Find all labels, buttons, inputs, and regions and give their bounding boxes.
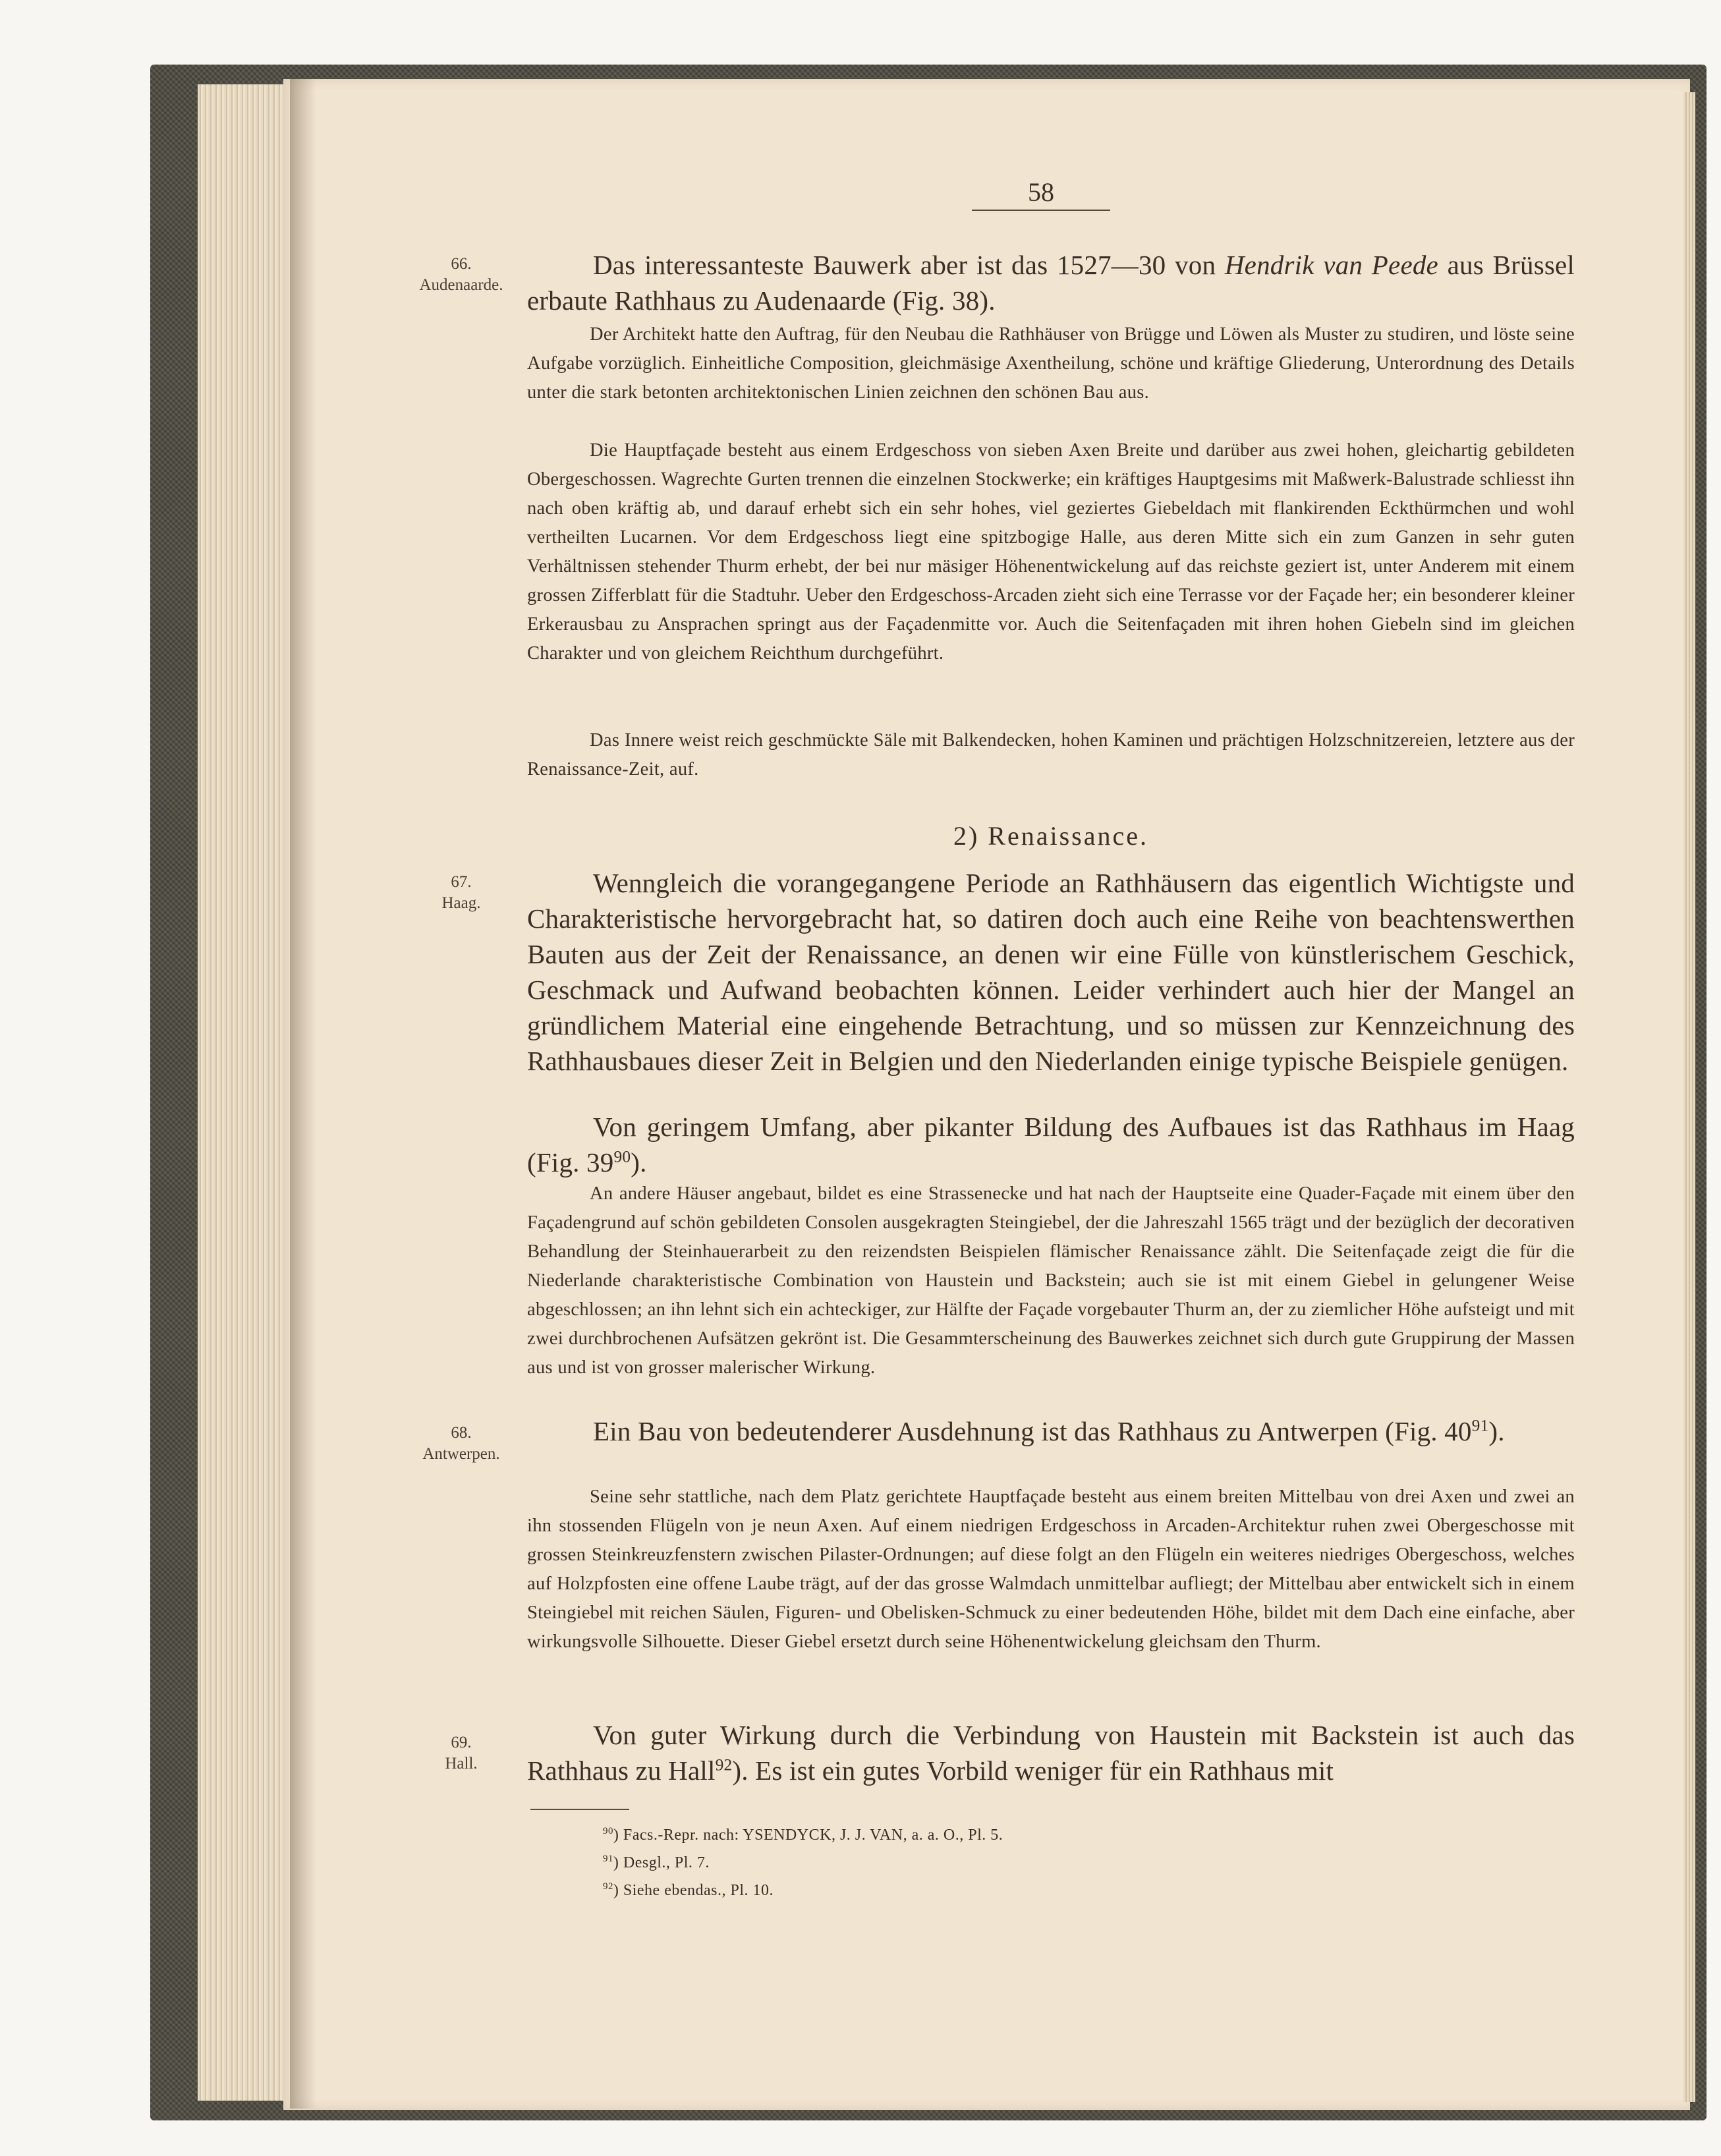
margin-note-68: [395, 1423, 527, 1465]
section-heading: 2) Renaissance.: [953, 821, 1148, 851]
footnote-91: [603, 1851, 710, 1875]
footnote-ref: 92: [715, 1755, 733, 1774]
margin-note-title: Audenaarde.: [419, 276, 503, 294]
margin-note-number: 66.: [451, 255, 472, 273]
page-edges-right: [1683, 92, 1695, 2102]
margin-note-title: Haag.: [441, 894, 481, 912]
footnote-number: 91: [603, 1854, 613, 1864]
footnote-ref: 91: [1471, 1416, 1489, 1435]
footnote-rule: [530, 1809, 629, 1810]
lead-text-end: ).: [1488, 1416, 1505, 1446]
page-edges-left: [198, 84, 296, 2101]
footnote-number: 92: [603, 1881, 613, 1892]
margin-note-69: [395, 1732, 527, 1774]
footnote-90: [603, 1823, 1003, 1847]
architect-name: Hendrik van Peede: [1224, 250, 1438, 280]
section-67-lead-2: [527, 1109, 1575, 1180]
lead-text: Ein Bau von bedeutenderer Ausdehnung ist das Rathhaus zu Antwerpen (Fig. 40: [593, 1416, 1472, 1446]
section-67-lead: Wenngleich die vorangegangene Periode an Rathhäusern das eigentlich Wichtigste und Charakteristische hervorgebracht hat, so datiren doch auch eine Reihe von beachtenswerthen Bauten aus der Zeit der Renaissance, an denen wir eine Fülle von künstlerischem Geschick, Geschmack und Aufwand beobachten können. Leider verhindert auch hier der Mangel an gründlichem Material eine eingehende Betrachtung, und so müssen zur Kennzeichnung des Rathhausbaues dieser Zeit in Belgien und den Niederlanden einige typische Beispiele genügen.: [527, 868, 1575, 1076]
margin-note-67: [395, 872, 527, 914]
margin-note-number: 69.: [451, 1734, 472, 1751]
lead-text-end: ). Es ist ein gutes Vorbild weniger für ein Rathhaus mit: [732, 1755, 1334, 1786]
lead-text: Von geringem Umfang, aber pikanter Bildung des Aufbaues ist das Rathhaus im Haag (Fig. 39: [527, 1112, 1575, 1177]
margin-note-title: Antwerpen.: [422, 1445, 500, 1463]
section-69-lead: [527, 1717, 1575, 1788]
footnote-text: ) Desgl., Pl. 7.: [613, 1854, 710, 1871]
footnote-ref: 90: [613, 1147, 631, 1166]
page-number: 58: [1028, 177, 1054, 207]
margin-note-66: [395, 254, 527, 296]
margin-note-number: 67.: [451, 873, 472, 891]
section-66-para-1: Der Architekt hatte den Auftrag, für den Neubau die Rathhäuser von Brügge und Löwen als Muster zu studiren, und löste seine Aufgabe vorzüglich. Einheitliche Composition, gleichmäsige Axentheilung, schöne und kräftige Gliederung, Unterordnung des Details unter die stark betonten architektonischen Linien zeichnen den schönen Bau aus.: [527, 324, 1575, 403]
footnote-text: ) Siehe ebendas., Pl. 10.: [613, 1882, 774, 1899]
lead-text-end: ).: [631, 1147, 647, 1177]
footnote-number: 90: [603, 1826, 613, 1836]
footnote-92: [603, 1879, 774, 1902]
footnote-text: ) Facs.-Repr. nach: YSENDYCK, J. J. VAN, a. a. O., Pl. 5.: [613, 1827, 1003, 1844]
lead-text: Das interessanteste Bauwerk aber ist das 1527—30 von: [593, 250, 1216, 280]
section-66-para-2: Die Hauptfaçade besteht aus einem Erdgeschoss von sieben Axen Breite und darüber aus zwei hohen, gleichartig gebildeten Obergeschossen. Wagrechte Gurten trennen die einzelnen Stockwerke; ein kräftiges Hauptgesims mit Maßwerk-Balustrade schliesst ihn nach oben kräftig ab, und darauf erhebt sich ein sehr hohes, viel geziertes Giebeldach mit flankirenden Eckthürmchen und wohl vertheilten Lucarnen. Vor dem Erdgeschoss liegt eine spitzbogige Halle, aus deren Mitte sich ein zum Ganzen in sehr guten Verhältnissen stehender Thurm erhebt, der bei nur mäsiger Höhenentwickelung auf das reichste geziert ist, unter Anderem mit einem grossen Zifferblatt für die Stadtuhr. Ueber den Erdgeschoss-Arcaden zieht sich eine Terrasse vor der Façade her; ein besonderer kleiner Erkerausbau zu Ansprachen springt aus der Façadenmitte vor. Auch die Seitenfaçaden mit ihren hohen Giebeln sind im gleichen Charakter und von gleichem Reichthum durchgeführt.: [527, 440, 1575, 664]
lead-text-end: aus Brüssel erbaute Rathhaus zu Audenaarde (Fig. 38).: [527, 250, 1575, 316]
section-68-lead: [527, 1413, 1575, 1449]
margin-note-number: 68.: [451, 1424, 472, 1442]
section-67-para-1: An andere Häuser angebaut, bildet es eine Strassenecke und hat nach der Hauptseite eine Quader-Façade mit einem über den Façadengrund auf schön gebildeten Consolen ausgekragten Steingiebel, der die Jahreszahl 1565 trägt und der bezüglich der decorativen Behandlung der Steinhauerarbeit zu den reizendsten Beispielen flämischer Renaissance zählt. Die Seitenfaçade zeigt die für die Niederlande charakteristische Combination von Haustein und Backstein; auch sie ist mit einem Giebel in gelungener Weise abgeschlossen; an ihn lehnt sich ein achteckiger, zur Hälfte der Façade vorgebauter Thurm an, der zu ziemlicher Höhe aufsteigt und mit zwei durchbrochenen Aufsätzen gekrönt ist. Die Gesammterscheinung des Bauwerkes zeichnet sich durch gute Gruppirung der Massen aus und ist von grosser malerischer Wirkung.: [527, 1183, 1575, 1378]
section-66-para-3: Das Innere weist reich geschmückte Säle mit Balkendecken, hohen Kaminen und prächtigen Holzschnitzereien, letztere aus der Renaissance-Zeit, auf.: [527, 730, 1575, 780]
section-66-lead: [527, 247, 1575, 318]
lead-text: Von guter Wirkung durch die Verbindung von Haustein mit Backstein ist auch das Rathhaus zu Hall: [527, 1720, 1575, 1786]
page-number-rule: [972, 210, 1110, 211]
margin-note-title: Hall.: [445, 1755, 478, 1773]
spine-shadow: [290, 79, 316, 2109]
section-68-para-1: Seine sehr stattliche, nach dem Platz gerichtete Hauptfaçade besteht aus einem breiten Mittelbau von drei Axen und zwei an ihn stossenden Flügeln von je neun Axen. Auf einem niedrigen Erdgeschoss in Arcaden-Architektur ruhen zwei Obergeschosse mit grossen Steinkreuzfenstern zwischen Pilaster-Ordnungen; auf diese folgt an den Flügeln ein weiteres niedriges Obergeschoss, welches auf Holzpfosten eine offene Laube trägt, auf der das grosse Walmdach unmittelbar aufliegt; der Mittelbau aber entwickelt sich in einem Steingiebel mit reichen Säulen, Figuren- und Obelisken-Schmuck zu einer bedeutenden Höhe, bildet mit dem Dach eine einfache, aber wirkungsvolle Silhouette. Dieser Giebel ersetzt durch seine Höhenentwickelung gleichsam den Thurm.: [527, 1487, 1575, 1652]
